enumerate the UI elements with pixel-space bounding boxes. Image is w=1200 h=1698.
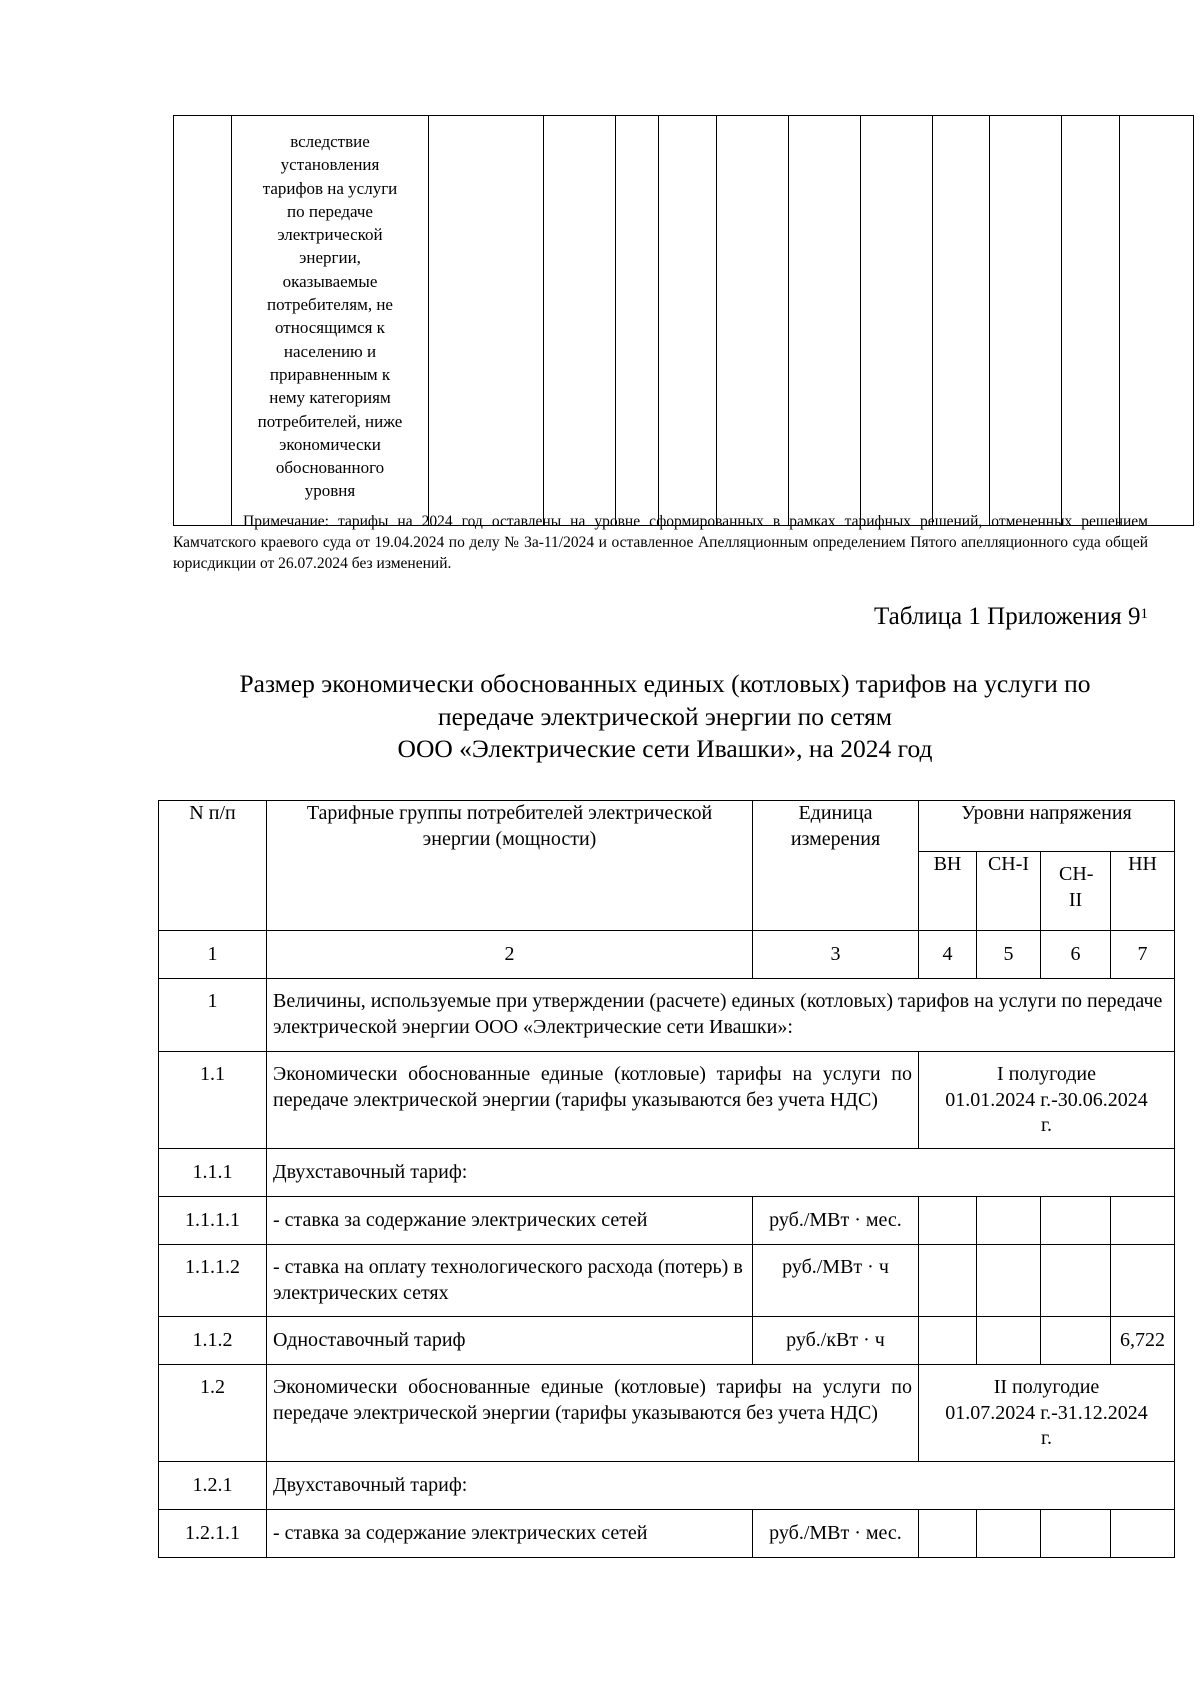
- header-groups: Тарифные группы потребителей электрической энергии (мощности): [267, 801, 753, 931]
- document-title: [150, 668, 1180, 766]
- table-row: [159, 1510, 1175, 1558]
- period-label: II полугодие: [993, 1376, 1100, 1398]
- period-cell: [919, 1052, 1175, 1149]
- column-number: 3: [753, 931, 919, 979]
- column-number: 4: [919, 931, 977, 979]
- title-line: ООО «Электрические сети Ивашки», на 2024 год: [397, 734, 933, 763]
- value-sn2: [1041, 1197, 1111, 1245]
- value-nn: [1111, 1510, 1175, 1558]
- column-number: 6: [1041, 931, 1111, 979]
- row-number: 1.1.1.2: [159, 1245, 267, 1317]
- value-nn: [1111, 1197, 1175, 1245]
- period-dates: 01.07.2024 г.-31.12.2024: [945, 1401, 1148, 1424]
- description-cell: вследствие установления тарифов на услуги по передаче электрической энергии, оказываемые потребителям, не относящимся к населению и приравненным к нему категориям потребителей, ниже экономически обоснованного уровня: [232, 116, 429, 526]
- row-number: 1.1.1: [159, 1149, 267, 1197]
- row-number: 1.1: [159, 1052, 267, 1149]
- table-row: [159, 1149, 1175, 1197]
- row-number: 1.2: [159, 1365, 267, 1462]
- period-cell: [919, 1365, 1175, 1462]
- row-text: Двухставочный тариф:: [267, 1462, 1175, 1510]
- table-header-row: [159, 801, 1175, 852]
- table-caption: [874, 602, 1148, 632]
- value-sn1: [977, 1245, 1041, 1317]
- column-number: 7: [1111, 931, 1175, 979]
- table-cell: [659, 116, 717, 526]
- table-cell: [544, 116, 616, 526]
- period-suffix: г.: [1041, 1114, 1052, 1136]
- header-voltage-levels: Уровни напряжения: [919, 801, 1175, 852]
- table-row: [159, 1245, 1175, 1317]
- value-sn2: [1041, 1510, 1111, 1558]
- row-text: Двухставочный тариф:: [267, 1149, 1175, 1197]
- table-caption-superscript: 1: [1140, 606, 1148, 622]
- table-cell: [1062, 116, 1120, 526]
- table-row: [159, 1197, 1175, 1245]
- value-sn2: [1041, 1245, 1111, 1317]
- table-caption-text: Таблица 1 Приложения 9: [873, 603, 1141, 630]
- value-sn1: [977, 1317, 1041, 1365]
- value-nn: [1111, 1245, 1175, 1317]
- title-line: передаче электрической энергии по сетям: [437, 701, 893, 731]
- value-vn: [919, 1510, 977, 1558]
- value-sn1: [977, 1197, 1041, 1245]
- header-vn: ВН: [919, 852, 977, 931]
- row-text: Одноставочный тариф: [267, 1317, 753, 1365]
- table-row: [174, 116, 1194, 526]
- table-cell: [861, 116, 933, 526]
- table-cell: [990, 116, 1062, 526]
- period-dates: 01.01.2024 г.-30.06.2024: [945, 1088, 1148, 1111]
- header-sn2: СН-II: [1041, 852, 1111, 931]
- value-sn2: [1041, 1317, 1111, 1365]
- unit-cell: руб./МВт · мес.: [753, 1510, 919, 1558]
- row-number: 1.1.1.1: [159, 1197, 267, 1245]
- row-number: 1.1.2: [159, 1317, 267, 1365]
- continued-table-fragment: [173, 115, 1194, 526]
- column-number: 1: [159, 931, 267, 979]
- table-cell: [789, 116, 861, 526]
- value-vn: [919, 1317, 977, 1365]
- value-vn: [919, 1245, 977, 1317]
- value-vn: [919, 1197, 977, 1245]
- row-text: Экономически обоснованные единые (котловые) тарифы на услуги по передаче электрической энергии (тарифы указываются без учета НДС): [267, 1052, 919, 1149]
- column-number: 5: [977, 931, 1041, 979]
- row-number: 1: [159, 979, 267, 1052]
- column-number: 2: [267, 931, 753, 979]
- row-text: - ставка за содержание электрических сетей: [267, 1510, 753, 1558]
- row-text: - ставка на оплату технологического расхода (потерь) в электрических сетях: [267, 1245, 753, 1317]
- row-number: 1.2.1: [159, 1462, 267, 1510]
- row-text: Величины, используемые при утверждении (расчете) единых (котловых) тарифов на услуги по передаче электрической энергии ООО «Электрические сети Ивашки»:: [267, 979, 1175, 1052]
- header-nn: НН: [1111, 852, 1175, 931]
- row-number: 1.2.1.1: [159, 1510, 267, 1558]
- header-num: N п/п: [159, 801, 267, 931]
- note-paragraph: Примечание: тарифы на 2024 год оставлены на уровне сформированных в рамках тарифных решений, отмененных решением Камчатского краевого суда от 19.04.2024 по делу № 3а-11/2024 и оставленное Апелляционным определением Пятого апелляционного суда общей юрисдикции от 26.07.2024 без изменений.: [173, 513, 1148, 572]
- unit-cell: руб./кВт · ч: [753, 1317, 919, 1365]
- table-cell: [429, 116, 544, 526]
- row-text: Экономически обоснованные единые (котловые) тарифы на услуги по передаче электрической энергии (тарифы указываются без учета НДС): [267, 1365, 919, 1462]
- tariff-table: [158, 800, 1175, 1558]
- header-sn1: СН-I: [977, 852, 1041, 931]
- table-cell: [174, 116, 232, 526]
- table-cell: [1120, 116, 1194, 526]
- period-label: I полугодие: [997, 1063, 1096, 1085]
- table-row: [159, 979, 1175, 1052]
- header-unit: Единица измерения: [753, 801, 919, 931]
- table-row: [159, 1317, 1175, 1365]
- table-cell: [717, 116, 789, 526]
- unit-cell: руб./МВт · мес.: [753, 1197, 919, 1245]
- value-nn: 6,722: [1111, 1317, 1175, 1365]
- period-suffix: г.: [1041, 1427, 1052, 1449]
- table-cell: [616, 116, 659, 526]
- table-cell: [933, 116, 990, 526]
- unit-cell: руб./МВт · ч: [753, 1245, 919, 1317]
- table-row: [159, 1462, 1175, 1510]
- table-row: [159, 1052, 1175, 1149]
- row-text: - ставка за содержание электрических сетей: [267, 1197, 753, 1245]
- table-row: [159, 1365, 1175, 1462]
- column-numbers-row: [159, 931, 1175, 979]
- value-sn1: [977, 1510, 1041, 1558]
- title-line: Размер экономически обоснованных единых (котловых) тарифов на услуги по: [239, 669, 1091, 698]
